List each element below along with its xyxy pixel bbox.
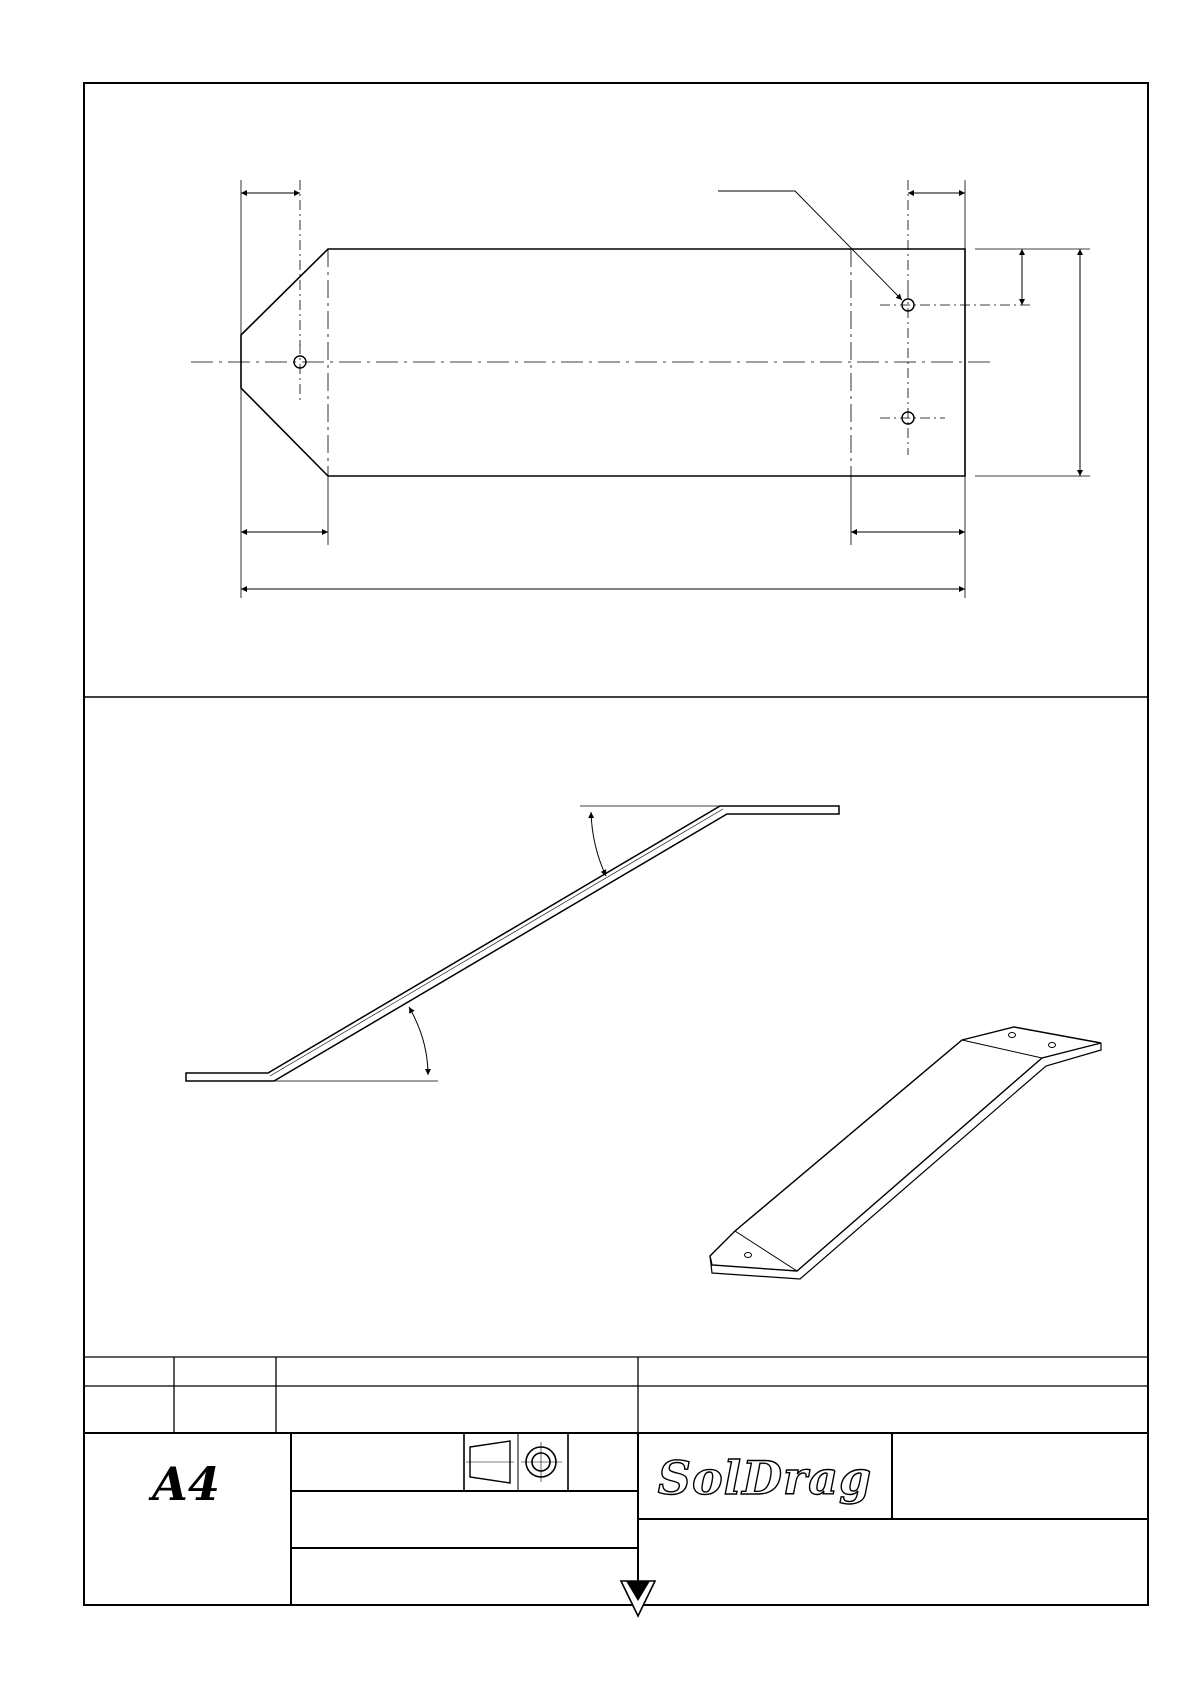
projection-symbol-icon: [466, 1441, 562, 1483]
profile-inner-line: [270, 809, 723, 1076]
iso-hole-3: [745, 1253, 752, 1258]
hole-leader: [718, 191, 902, 300]
side-profile-view: [186, 806, 839, 1081]
iso-bend-line-lower: [735, 1231, 797, 1271]
revision-table: [84, 1357, 1148, 1433]
part-outline: [241, 249, 965, 476]
iso-thickness: [710, 1043, 1101, 1279]
isometric-view: [710, 1027, 1101, 1279]
iso-edge: [735, 1040, 962, 1231]
title-block: [148, 1433, 1148, 1616]
profile-outline: [186, 806, 839, 1081]
iso-hole-1: [1009, 1033, 1016, 1038]
iso-hole-2: [1049, 1043, 1056, 1048]
angle-arc-bottom: [409, 1007, 428, 1075]
flat-pattern-view: [191, 180, 1090, 598]
iso-top-face: [710, 1027, 1101, 1271]
company-logo: SolDrag: [657, 1451, 873, 1505]
angle-arc-top: [591, 812, 606, 876]
format-mark: A4: [152, 1457, 220, 1511]
sheet-frame: [84, 83, 1148, 1605]
iso-bend-line-upper: [962, 1040, 1042, 1058]
